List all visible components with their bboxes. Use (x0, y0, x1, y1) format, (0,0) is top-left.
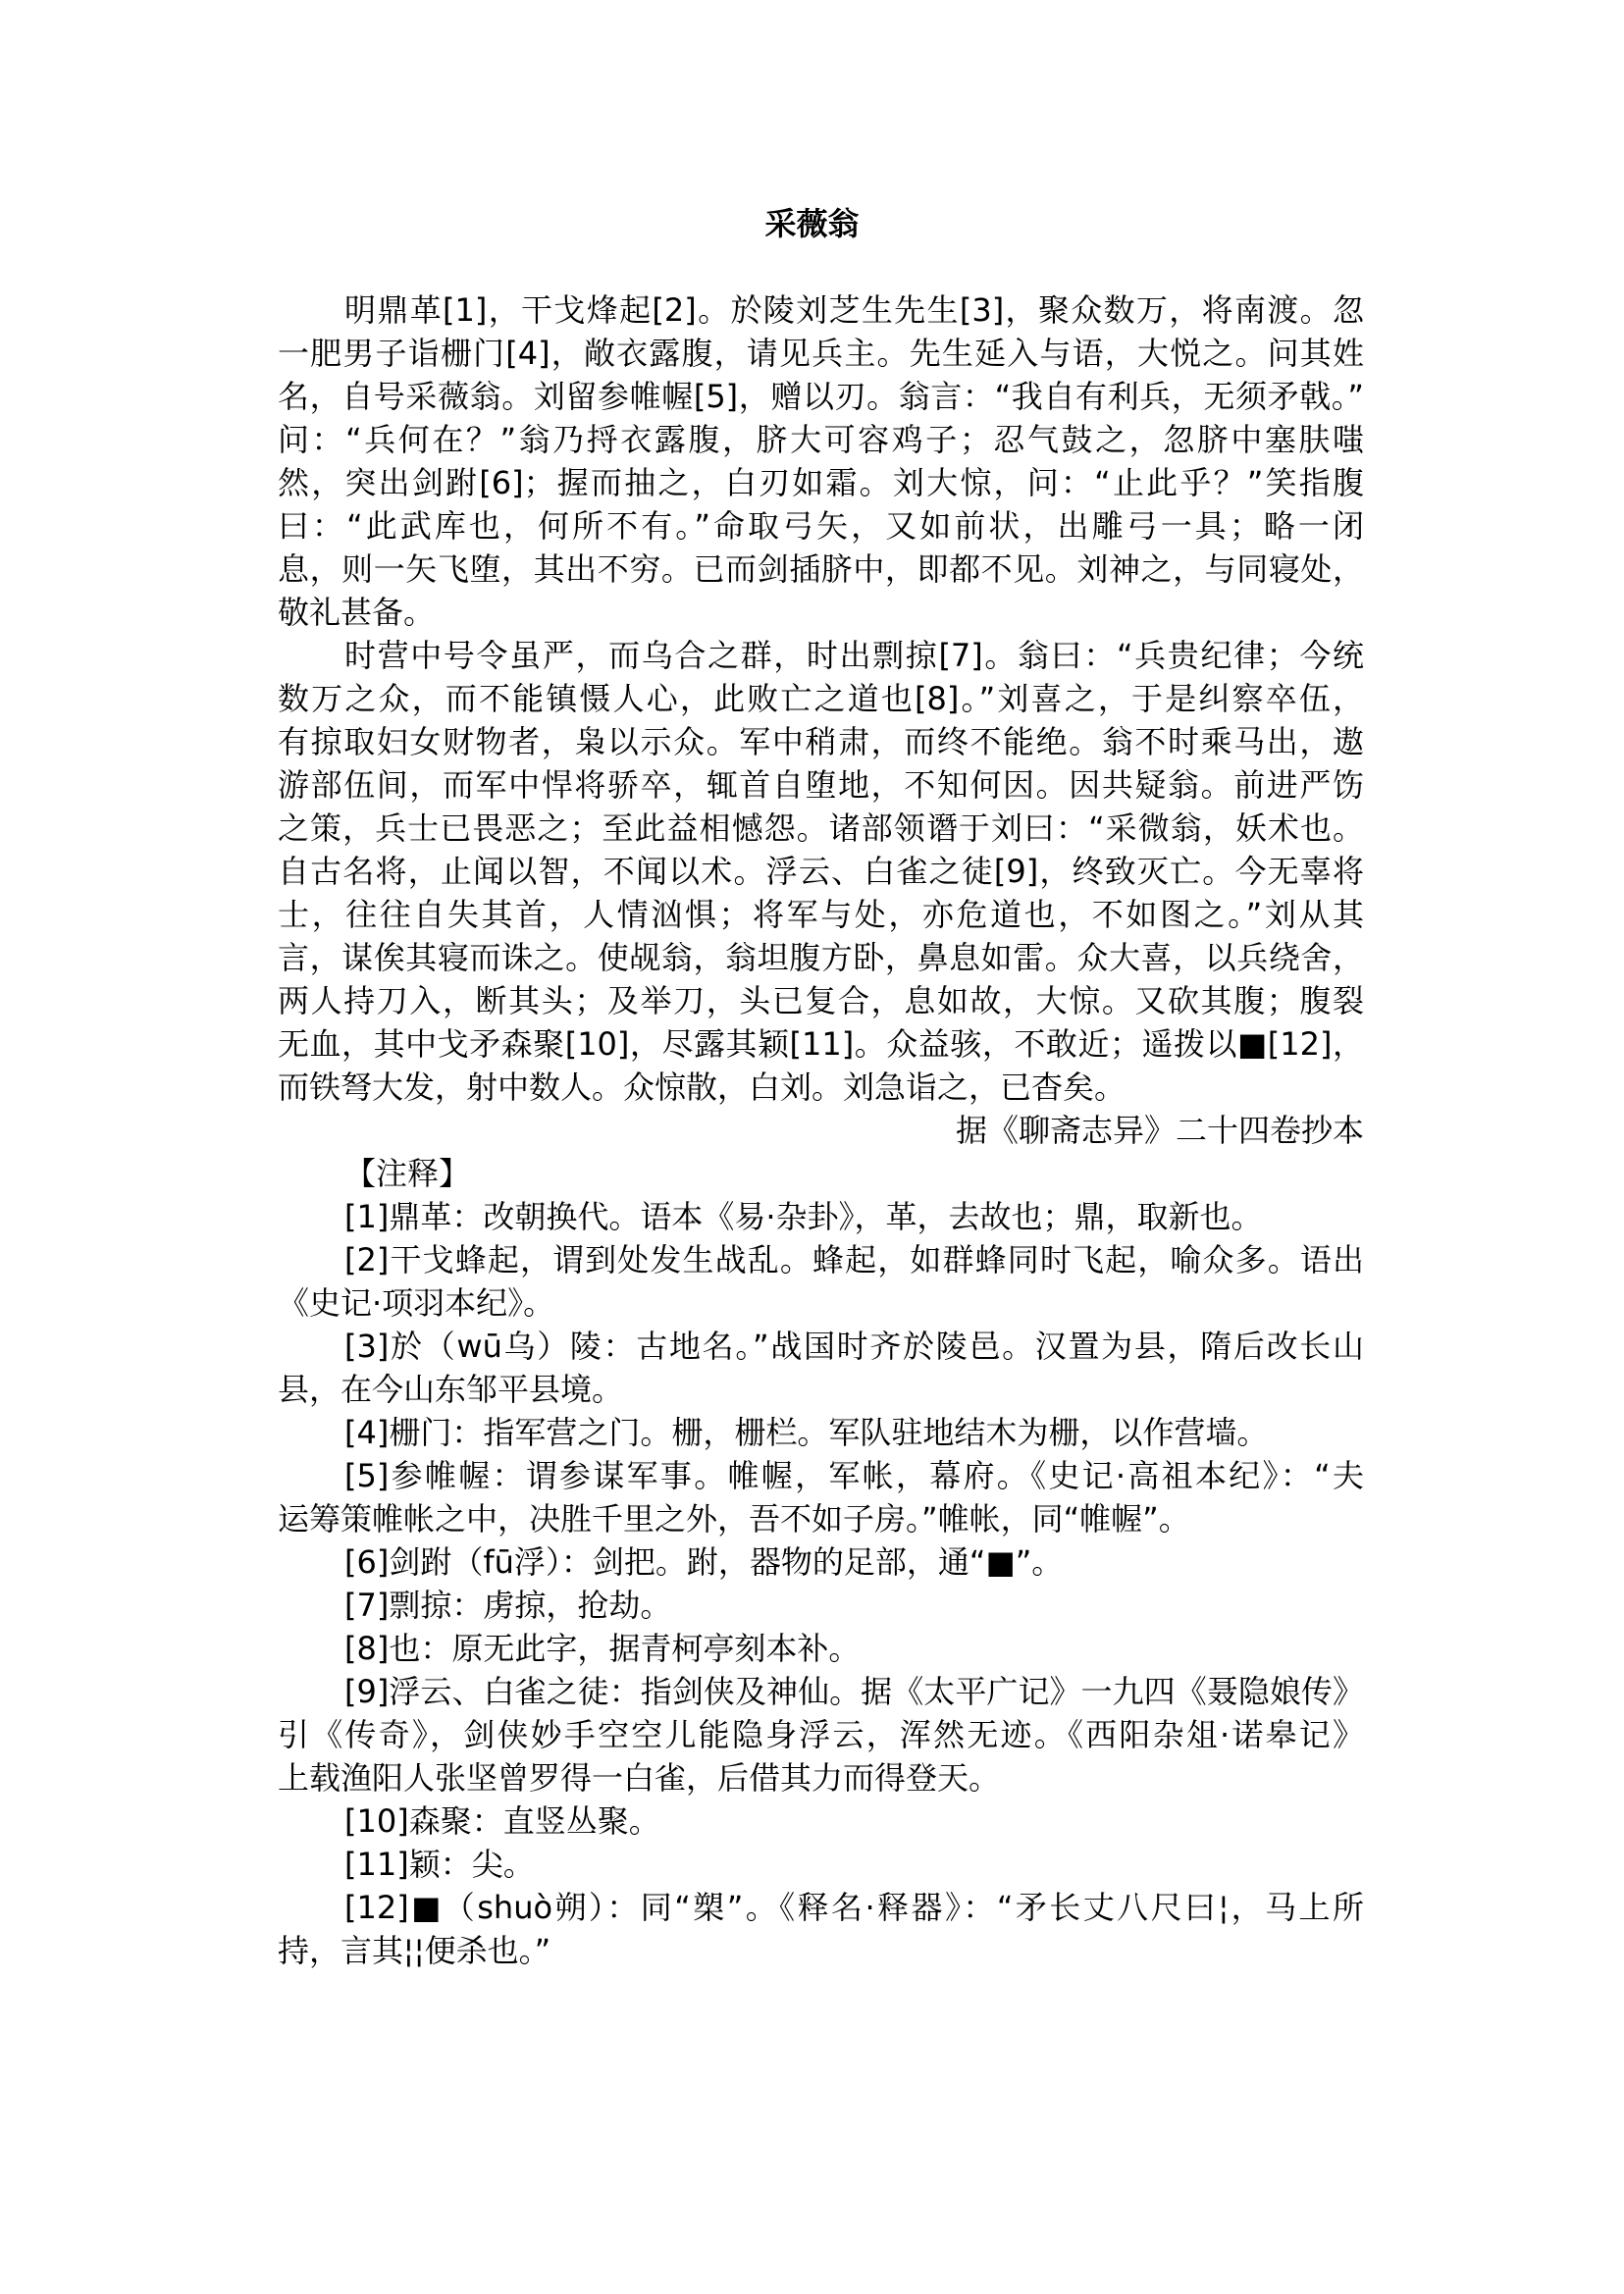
text-line: [9]浮云、白雀之徒：指剑侠及神仙。据《太平广记》一九四《聂隐娘传》 (344, 1673, 1364, 1710)
text-line: 上载渔阳人张坚曾罗得一白雀，后借其力而得登天。 (278, 1759, 1001, 1797)
note-item (278, 1584, 1364, 1627)
text-line: 游部伍间，而军中悍将骄卒，辄首自堕地，不知何因。因共疑翁。前进严饬 (278, 766, 1364, 804)
note-item (278, 1238, 1364, 1325)
text-line: 然，突出剑跗[6]；握而抽之，白刃如霜。刘大惊，问：“止此乎？”笑指腹 (278, 464, 1364, 501)
text-line: 引《传奇》，剑侠妙手空空儿能隐身浮云，浑然无迹。《西阳杂俎·诺皋记》 (278, 1716, 1364, 1753)
document-title: 采薇翁 (764, 205, 860, 242)
text-line: 曰：“此武库也，何所不有。”命取弓矢，又如前状，出雕弓一具；略一闭 (278, 507, 1364, 545)
note-item (278, 1325, 1364, 1411)
text-line: [12]■（shuò朔）：同“槊”。《释名·释器》：“矛长丈八尺曰¦，马上所 (344, 1889, 1364, 1926)
paragraph (278, 288, 1364, 634)
document-body (278, 288, 1364, 1972)
note-item (278, 1411, 1364, 1454)
text-line: 士，往往自失其首，人情汹惧；将军与处，亦危道也，不如图之。”刘从其 (278, 896, 1364, 933)
paragraph (278, 634, 1364, 1109)
text-line: 《史记·项羽本纪》。 (278, 1284, 555, 1322)
text-line: 无血，其中戈矛森聚[10]，尽露其颖[11]。众益骇，不敢近；遥拨以■[12]， (278, 1025, 1364, 1063)
text-line: 时营中号令虽严，而乌合之群，时出剽掠[7]。翁曰：“兵贵纪律；今统 (344, 637, 1364, 674)
text-line: 持，言其¦¦便杀也。” (278, 1932, 551, 1969)
text-line: 两人持刀入，断其头；及举刀，头已复合，息如故，大惊。又砍其腹；腹裂 (278, 982, 1364, 1019)
note-item (278, 1843, 1364, 1886)
note-item (278, 1627, 1364, 1670)
text-line: [6]剑跗（fū浮）：剑把。跗，器物的足部，通“■”。 (344, 1543, 1064, 1581)
text-line: [8]也：原无此字，据青柯亭刻本补。 (344, 1630, 861, 1667)
text-line: 问：“兵何在？”翁乃捋衣露腹，脐大可容鸡子；忍气鼓之，忽脐中塞肤嗤 (278, 421, 1364, 458)
note-item (278, 1195, 1364, 1238)
text-line: 县，在今山东邹平县境。 (278, 1371, 624, 1408)
text-line: 自古名将，止闻以智，不闻以术。浮云、白雀之徒[9]，终致灭亡。今无辜将 (278, 853, 1364, 890)
note-item (278, 1454, 1364, 1540)
source-citation: 据《聊斋志异》二十四卷抄本 (955, 1112, 1364, 1149)
text-line: [4]栅门：指军营之门。栅，栅栏。军队驻地结木为栅，以作营墙。 (344, 1414, 1269, 1451)
note-item (278, 1670, 1364, 1799)
text-line: 息，则一矢飞堕，其出不穷。已而剑插脐中，即都不见。刘神之，与同寝处， (278, 550, 1364, 588)
text-line: 而铁弩大发，射中数人。众惊散，白刘。刘急诣之，已杳矣。 (278, 1069, 1126, 1106)
text-line: [1]鼎革：改朝换代。语本《易·杂卦》，革，去故也；鼎，取新也。 (344, 1198, 1263, 1235)
text-line: [2]干戈蜂起，谓到处发生战乱。蜂起，如群蜂同时飞起，喻众多。语出 (344, 1241, 1364, 1278)
note-item (278, 1886, 1364, 1972)
text-line: 有掠取妇女财物者，枭以示众。军中稍肃，而终不能绝。翁不时乘马出，遨 (278, 723, 1364, 760)
text-line: 数万之众，而不能镇慑人心，此败亡之道也[8]。”刘喜之，于是纠察卒伍， (278, 680, 1364, 717)
note-item (278, 1540, 1364, 1584)
text-line: [3]於（wū乌）陵：古地名。”战国时齐於陵邑。汉置为县，隋后改长山 (344, 1328, 1364, 1365)
text-line: 明鼎革[1]，干戈烽起[2]。於陵刘芝生先生[3]，聚众数万，将南渡。忽 (344, 291, 1364, 329)
text-line: 一肥男子诣栅门[4]，敞衣露腹，请见兵主。先生延入与语，大悦之。问其姓 (278, 335, 1364, 372)
text-line: [5]参帷幄：谓参谋军事。帷幄，军帐，幕府。《史记·高祖本纪》：“夫 (344, 1457, 1364, 1494)
text-line: 之策，兵士已畏恶之；至此益相憾怨。诸部领谮于刘曰：“采微翁，妖术也。 (278, 809, 1364, 847)
text-line: 名，自号采薇翁。刘留参帷幄[5]，赠以刃。翁言：“我自有利兵，无须矛戟。” (278, 378, 1364, 415)
text-line: [11]颖：尖。 (344, 1846, 535, 1883)
text-line: 运筹策帷帐之中，决胜千里之外，吾不如子房。”帷帐，同“帷幄”。 (278, 1500, 1190, 1538)
notes-heading: 【注释】 (344, 1155, 471, 1192)
text-line: [10]森聚：直竖丛聚。 (344, 1802, 660, 1840)
note-item (278, 1799, 1364, 1843)
text-line: 敬礼甚备。 (278, 594, 436, 631)
text-line: [7]剽掠：虏掠，抢劫。 (344, 1587, 672, 1624)
text-line: 言，谋俟其寝而诛之。使觇翁，翁坦腹方卧，鼻息如雷。众大喜，以兵绕舍， (278, 939, 1364, 976)
